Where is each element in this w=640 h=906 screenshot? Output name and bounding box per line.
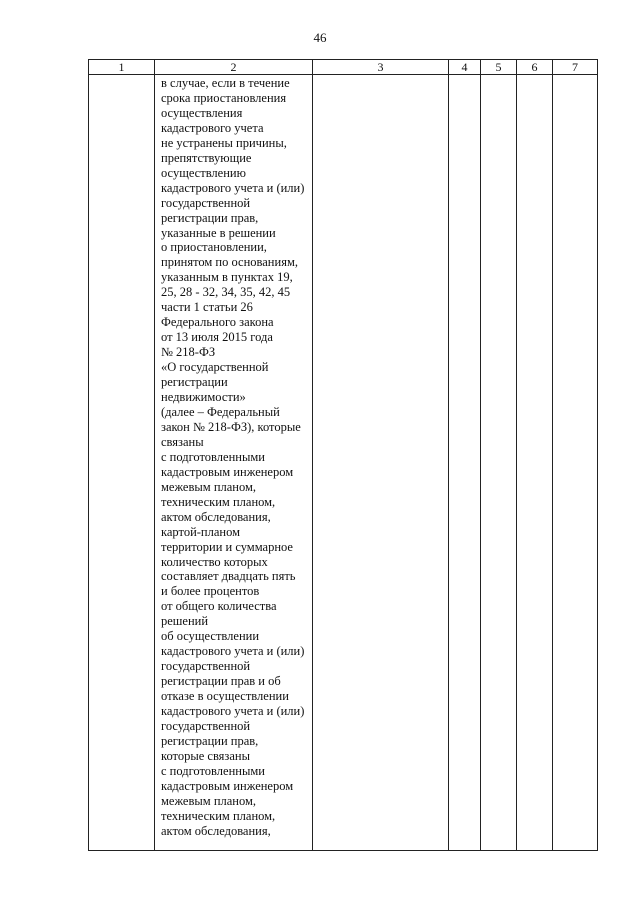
text-line: «О государственной [161, 360, 269, 375]
document-table [88, 59, 598, 851]
text-line: с подготовленными [161, 449, 265, 464]
text-line: картой-планом [161, 524, 241, 539]
text-line: регистрации прав, [161, 210, 259, 225]
text-line: в случае, если в течение [161, 76, 290, 90]
text-line: (далее – Федеральный [161, 404, 280, 419]
text-line: осуществлению [161, 165, 246, 180]
cell-col-4 [449, 75, 481, 851]
text-line: отказе в осуществлении [161, 689, 289, 704]
cell-col-6 [517, 75, 553, 851]
text-line: от 13 июля 2015 года [161, 330, 273, 345]
text-line: регистрации прав, [161, 733, 259, 748]
column-header-2: 2 [155, 60, 313, 75]
text-line: от общего количества [161, 599, 277, 614]
text-line: регистрации прав и об [161, 674, 281, 689]
text-line: осуществления [161, 105, 243, 120]
text-line: кадастрового учета и (или) [161, 644, 305, 659]
cell-col-2 [155, 75, 313, 851]
text-line: и более процентов [161, 584, 260, 599]
text-line: государственной [161, 718, 251, 733]
header-row [89, 60, 598, 75]
text-line: государственной [161, 195, 251, 210]
column-header-6: 6 [517, 60, 553, 75]
text-line: части 1 статьи 26 [161, 300, 253, 315]
text-line: кадастрового учета [161, 120, 264, 135]
column-header-5: 5 [481, 60, 517, 75]
text-line: 25, 28 - 32, 34, 35, 42, 45 [161, 285, 291, 300]
page-number: 46 [313, 30, 327, 45]
text-line: которые связаны [161, 748, 251, 763]
cell-col-1 [89, 75, 155, 851]
text-line: с подготовленными [161, 763, 265, 778]
text-line: срока приостановления [161, 90, 287, 105]
text-line: актом обследования, [161, 509, 271, 524]
text-line: регистрации [161, 375, 228, 390]
text-line: об осуществлении [161, 629, 260, 644]
text-line: составляет двадцать пять [161, 569, 296, 584]
text-line: Федерального закона [161, 315, 274, 330]
column-header-7: 7 [553, 60, 598, 75]
text-line: принятом по основаниям, [161, 255, 298, 270]
cell-col-3 [313, 75, 449, 851]
text-line: препятствующие [161, 150, 252, 165]
cell-col-7 [553, 75, 598, 851]
text-line: закон № 218-ФЗ), которые [161, 419, 301, 434]
text-line: кадастрового учета и (или) [161, 704, 305, 719]
text-line: указанные в решении [161, 225, 276, 240]
text-line: межевым планом, [161, 479, 257, 494]
text-line: актом обследования, [161, 823, 271, 838]
text-line: кадастрового учета и (или) [161, 180, 305, 195]
column-header-1: 1 [89, 60, 155, 75]
text-line: кадастровым инженером [161, 778, 294, 793]
text-line: техническим планом, [161, 808, 276, 823]
text-line: территории и суммарное [161, 539, 293, 554]
text-line: межевым планом, [161, 793, 257, 808]
text-line: количество которых [161, 554, 268, 569]
text-line: государственной [161, 659, 251, 674]
text-line: указанным в пунктах 19, [161, 270, 293, 285]
text-line: о приостановлении, [161, 240, 267, 255]
text-line: связаны [161, 434, 204, 449]
column-header-4: 4 [449, 60, 481, 75]
text-line: техническим планом, [161, 494, 276, 509]
column-header-3: 3 [313, 60, 449, 75]
column-2-text [155, 75, 312, 839]
text-line: решений [161, 614, 209, 629]
table-row [89, 75, 598, 851]
cell-col-5 [481, 75, 517, 851]
text-line: № 218-ФЗ [161, 345, 216, 360]
text-line: недвижимости» [161, 390, 246, 405]
text-line: кадастровым инженером [161, 464, 294, 479]
text-line: не устранены причины, [161, 135, 287, 150]
